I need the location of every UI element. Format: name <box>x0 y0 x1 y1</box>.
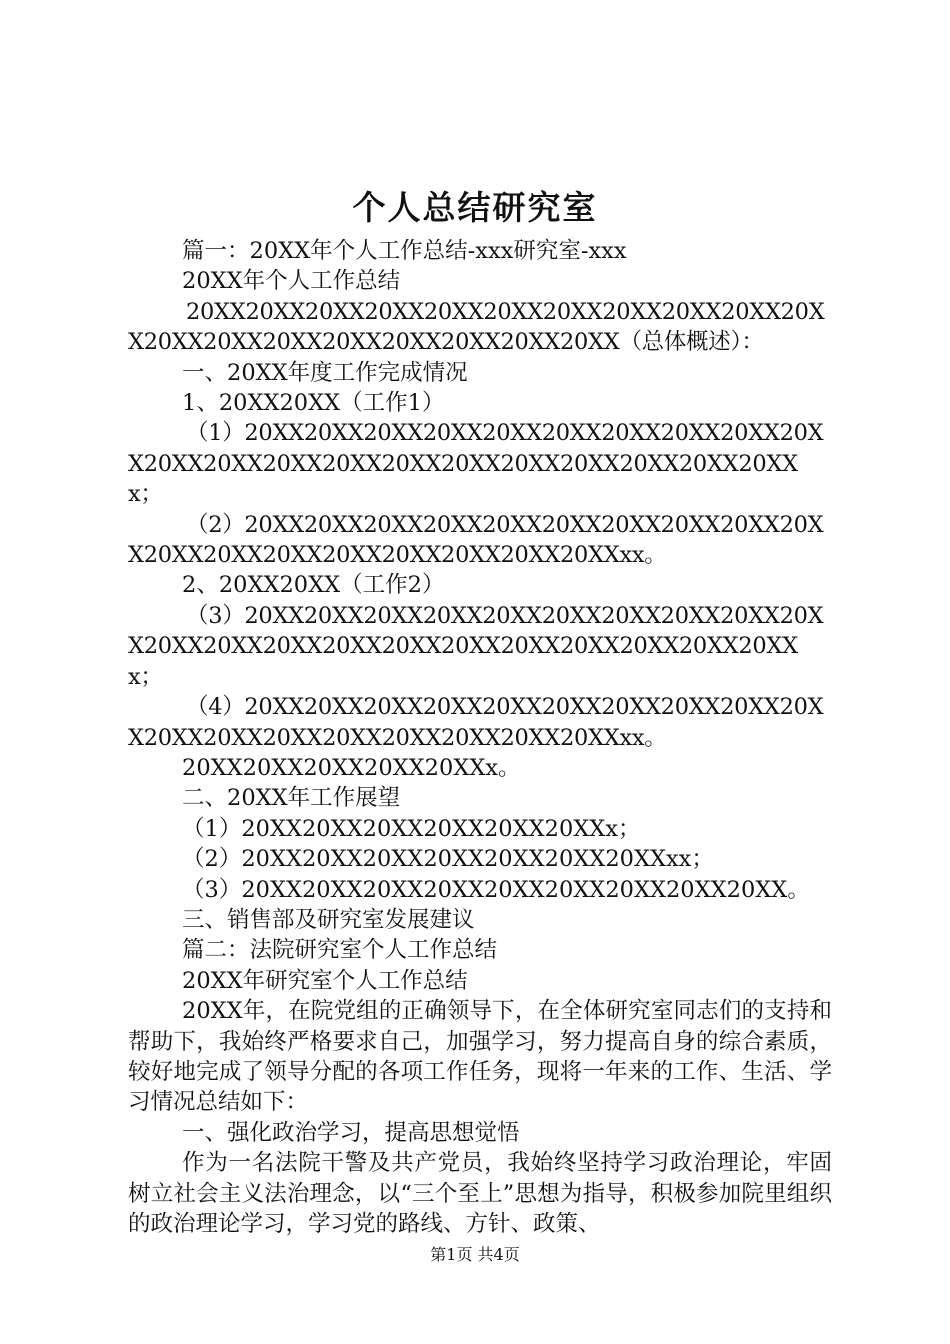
list-item: （2）20XX20XX20XX20XX20XX20XX20XX20XX20XX20XX20XX20XX20XX20XX20XX20XX20XX20XXxx。 <box>128 511 824 569</box>
section-heading: 篇二：法院研究室个人工作总结 <box>182 937 498 964</box>
paragraph: 20XX年，在院党组的正确领导下，在全体研究室同志们的支持和帮助下，我始终严格要求自己，加强学习，努力提高自身的综合素质，较好地完成了领导分配的各项工作任务，现将一年来的工作、生活、学习情况总结如下： <box>128 998 832 1116</box>
list-item: （3）20XX20XX20XX20XX20XX20XX20XX20XX20XX。 <box>182 876 810 903</box>
section-heading: 一、强化政治学习，提高思想觉悟 <box>182 1119 520 1146</box>
subtitle: 20XX年研究室个人工作总结 <box>182 967 468 994</box>
list-item: 2、20XX20XX（工作2） <box>182 572 445 599</box>
subtitle: 20XX年个人工作总结 <box>182 268 401 295</box>
paragraph: 20XX20XX20XX20XX20XX20XX20XX20XX20XX20XX20XX20XX20XX20XX20XX20XX20XX20XX20XX（总体概述）： <box>128 298 825 356</box>
document-title: 个人总结研究室 <box>352 188 598 227</box>
list-item: （2）20XX20XX20XX20XX20XX20XX20XXxx； <box>182 846 714 873</box>
list-item: （4）20XX20XX20XX20XX20XX20XX20XX20XX20XX20XX20XX20XX20XX20XX20XX20XX20XX20XXxx。 <box>128 694 824 751</box>
list-item: （1）20XX20XX20XX20XX20XX20XXx； <box>182 815 641 842</box>
section-heading: 一、20XX年度工作完成情况 <box>182 359 468 386</box>
list-item: （1）20XX20XX20XX20XX20XX20XX20XX20XX20XX20XX20XX20XX20XX20XX20XX20XX20XX20XX20XX20XX20XXx； <box>128 420 824 508</box>
list-item: （3）20XX20XX20XX20XX20XX20XX20XX20XX20XX20XX20XX20XX20XX20XX20XX20XX20XX20XX20XX20XX20XXx； <box>128 602 824 690</box>
paragraph: 作为一名法院干警及共产党员，我始终坚持学习政治理论，牢固树立社会主义法治理念，以“三个至上”思想为指导，积极参加院里组织的政治理论学习，学习党的路线、方针、政策、 <box>128 1150 832 1237</box>
paragraph: 20XX20XX20XX20XX20XXx。 <box>182 754 521 781</box>
section-heading: 篇一：20XX年个人工作总结-xxx研究室-xxx <box>182 238 627 264</box>
page-footer: 第1页 共4页 <box>430 1245 520 1264</box>
section-heading: 二、20XX年工作展望 <box>182 785 401 812</box>
document-body <box>128 236 832 1239</box>
section-heading: 三、销售部及研究室发展建议 <box>182 906 475 933</box>
list-item: 1、20XX20XX（工作1） <box>182 390 445 417</box>
